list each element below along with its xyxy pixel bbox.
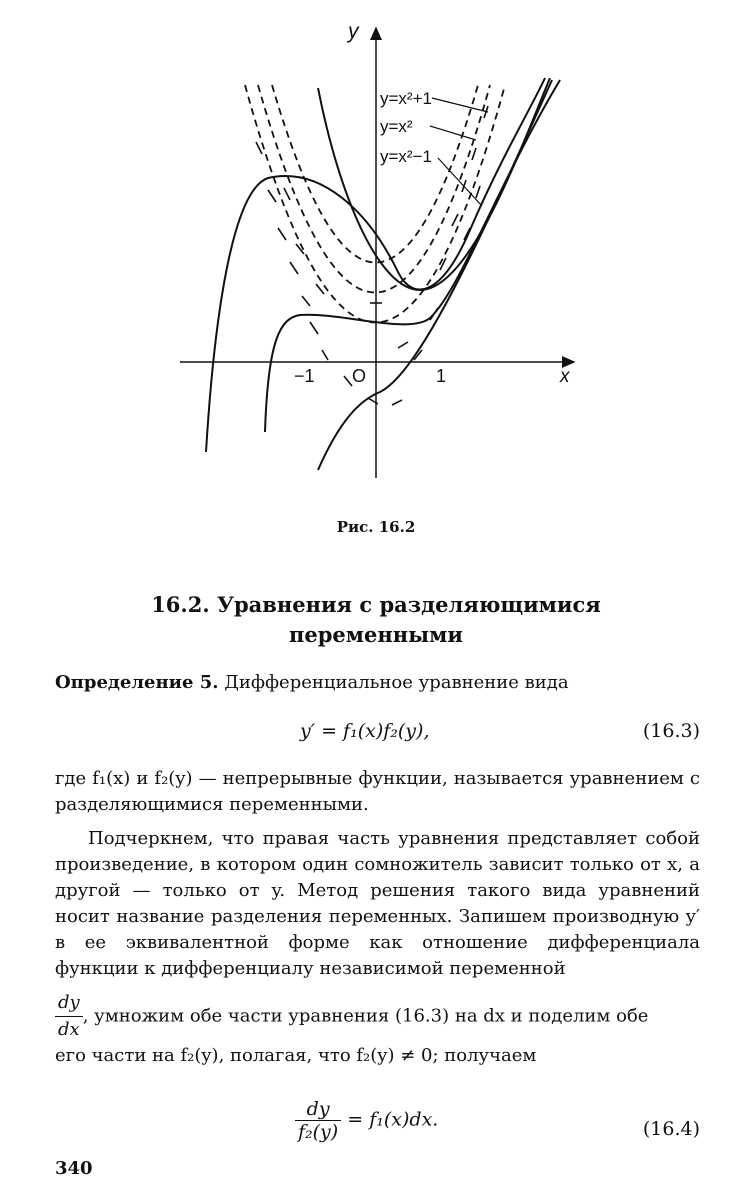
integral-curve-3 — [318, 78, 550, 290]
equation-16-3-body: y′ = f₁(x)f₂(y), — [300, 720, 430, 742]
equation-16-3-number: (16.3) — [642, 720, 700, 742]
equation-16-4-number: (16.4) — [642, 1118, 700, 1140]
section-title — [0, 590, 752, 650]
y-axis-label: y — [348, 20, 359, 43]
fraction-numerator: dy — [55, 990, 83, 1017]
isocline-x2-plus-1 — [245, 85, 505, 323]
fraction-denominator: dx — [58, 1019, 80, 1040]
page-number: 340 — [55, 1158, 93, 1179]
tick-label-1: 1 — [436, 366, 447, 386]
fraction-numerator: dy — [295, 1098, 341, 1121]
x-axis-label: x — [560, 366, 570, 387]
origin-label: O — [352, 366, 367, 386]
paragraph-2: Подчеркнем, что правая часть уравнения представляет собой произведение, в котором один сомножитель зависит только от x, а другой — только от y. Метод решения такого вида уравнений носит название разделения переменных. Запишем производную y′ в ее эквивалентной форме как отношение дифференциала функции к дифференциалу независимой переменной — [55, 828, 700, 979]
direction-ticks — [256, 106, 488, 405]
fraction-dy-f2 — [295, 1098, 341, 1143]
paragraph-3-line1: , умножим обе части уравнения (16.3) на dx и поделим обе — [82, 1005, 649, 1027]
definition — [55, 670, 700, 696]
label-x2: y=x² — [380, 117, 413, 136]
section-title-line1: 16.2. Уравнения с разделяющимися — [151, 592, 601, 617]
tick-label-minus-1: −1 — [294, 366, 315, 386]
paragraph-3-line2: его части на f₂(y), полагая, что f₂(y) ≠ 0; получаем — [55, 1045, 537, 1066]
equation-16-4-body — [295, 1098, 438, 1143]
fraction-denominator: f₂(y) — [298, 1121, 339, 1143]
figure-16-2 — [170, 10, 590, 480]
figure-caption: Рис. 16.2 — [336, 518, 416, 536]
definition-head: Определение 5. — [55, 672, 219, 693]
integral-curve-4 — [318, 80, 552, 470]
label-x2-plus-1: y=x²+1 — [380, 89, 432, 108]
section-title-line2: переменными — [289, 622, 463, 647]
definition-text: Дифференциальное уравнение вида — [218, 672, 569, 693]
label-x2-minus-1: y=x²−1 — [380, 147, 432, 166]
equation-16-4-rhs: = f₁(x)dx. — [341, 1108, 439, 1131]
fraction-dy-dx — [55, 990, 83, 1043]
paragraph-3 — [55, 990, 700, 1069]
isocline-x2-minus-1 — [272, 85, 478, 263]
paragraph-1: где f₁(x) и f₂(y) — непрерывные функции, называется уравнением с разделяющимися переменными. — [55, 768, 700, 815]
